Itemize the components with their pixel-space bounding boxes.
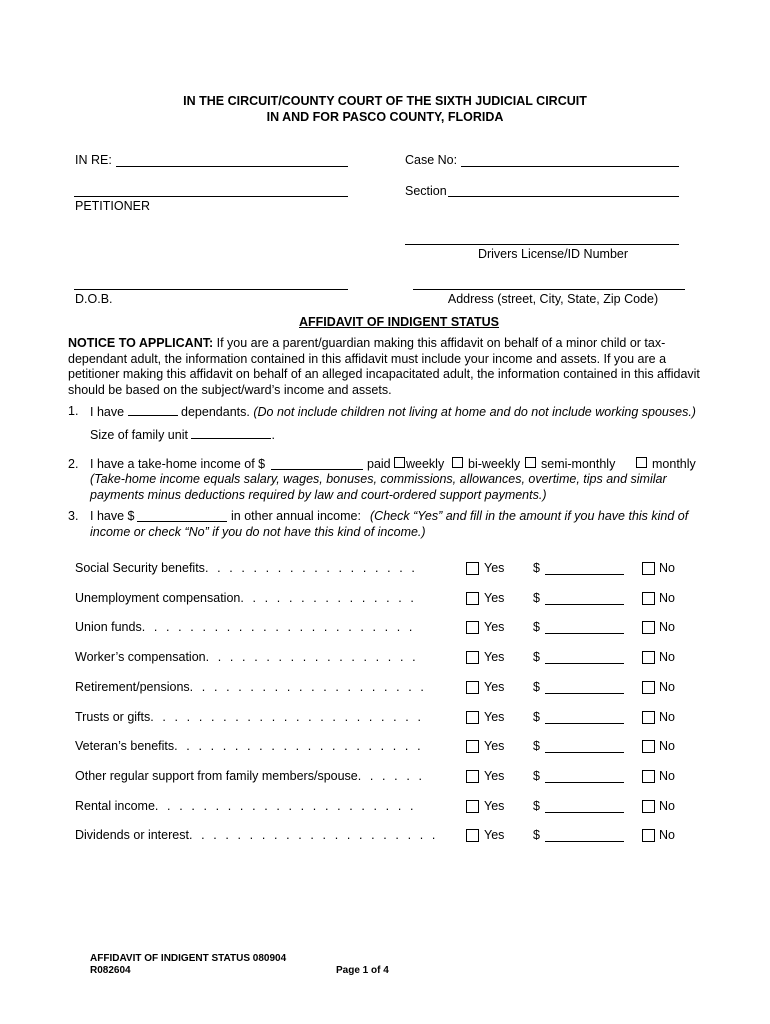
in-re-label: IN RE:	[75, 153, 112, 167]
income-type: Trusts or gifts	[75, 710, 151, 724]
no-label: No	[659, 591, 675, 605]
drivers-license-label: Drivers License/ID Number	[477, 247, 629, 261]
item1-post: dependants.	[181, 405, 250, 419]
item2-pre: I have a take-home income of $	[90, 457, 266, 471]
footer-form-code: R082604	[90, 965, 131, 976]
dollar-sign: $	[533, 769, 540, 783]
amount-field[interactable]	[545, 841, 624, 842]
monthly-checkbox[interactable]	[636, 457, 647, 468]
leader-dots: . . . . . .	[357, 769, 425, 783]
family-unit-line	[90, 427, 275, 442]
income-type: Retirement/pensions	[75, 680, 190, 694]
income-row-label	[75, 650, 418, 664]
no-checkbox[interactable]	[642, 592, 655, 605]
income-type: Social Security benefits	[75, 561, 205, 575]
item2-paid: paid	[367, 457, 391, 471]
notice-label: NOTICE TO APPLICANT:	[68, 336, 214, 350]
no-label: No	[659, 710, 675, 724]
petitioner-label: PETITIONER	[75, 199, 151, 213]
bi-weekly-label: bi-weekly	[468, 457, 521, 471]
income-row-label	[75, 591, 417, 605]
no-checkbox[interactable]	[642, 740, 655, 753]
address-label: Address (street, City, State, Zip Code)	[447, 292, 659, 306]
no-checkbox[interactable]	[642, 651, 655, 664]
leader-dots: . . . . . . . . . . . . . . . . . . . . .	[188, 828, 438, 842]
item1-pre: I have	[90, 405, 125, 419]
yes-checkbox[interactable]	[466, 711, 479, 724]
weekly-checkbox[interactable]	[394, 457, 405, 468]
leader-dots: . . . . . . . . . . . . . . . . . . . . . .	[154, 799, 417, 813]
no-label: No	[659, 739, 675, 753]
yes-checkbox[interactable]	[466, 621, 479, 634]
no-checkbox[interactable]	[642, 800, 655, 813]
item1-number: 1.	[68, 404, 79, 418]
leader-dots: . . . . . . . . . . . . . . . . . .	[205, 650, 419, 664]
semi-monthly-checkbox[interactable]	[525, 457, 536, 468]
take-home-income-field[interactable]	[271, 469, 363, 470]
weekly-label: weekly	[406, 457, 445, 471]
yes-checkbox[interactable]	[466, 562, 479, 575]
semi-monthly-label: semi-monthly	[541, 457, 616, 471]
petitioner-name-field[interactable]	[74, 196, 348, 197]
family-unit-period: .	[271, 428, 275, 442]
no-label: No	[659, 650, 675, 664]
amount-field[interactable]	[545, 663, 624, 664]
section-label: Section	[405, 184, 447, 198]
income-row-label	[75, 680, 427, 694]
leader-dots: . . . . . . . . . . . . . . . . . . . . .	[174, 739, 424, 753]
amount-field[interactable]	[545, 574, 624, 575]
notice-text: If you are a parent/guardian making this affidavit on behalf of a minor child or tax-dependant adult, the information contained in this affidavit must include your income and assets. If you are a petitioner making this affidavit on behalf of an alleged incapacitated adult, the information contained in this affidavit should be based on the subject/ward’s income and assets.	[68, 336, 700, 397]
leader-dots: . . . . . . . . . . . . . . . . . . . . . . .	[141, 620, 415, 634]
affidavit-title: AFFIDAVIT OF INDIGENT STATUS	[299, 315, 499, 329]
yes-checkbox[interactable]	[466, 800, 479, 813]
yes-checkbox[interactable]	[466, 592, 479, 605]
footer-page-number: Page 1 of 4	[336, 965, 389, 976]
yes-checkbox[interactable]	[466, 829, 479, 842]
no-checkbox[interactable]	[642, 711, 655, 724]
family-unit-label: Size of family unit	[90, 428, 188, 442]
amount-field[interactable]	[545, 782, 624, 783]
income-row-label	[75, 828, 438, 842]
court-header-line1: IN THE CIRCUIT/COUNTY COURT OF THE SIXTH JUDICIAL CIRCUIT	[183, 94, 587, 108]
item2-note: (Take-home income equals salary, wages, bonuses, commissions, allowances, overtime, tips and similar payments minus deductions required by law and court-ordered support payments.)	[90, 472, 667, 502]
income-type: Other regular support from family members/spouse	[75, 769, 358, 783]
leader-dots: . . . . . . . . . . . . . . . . . . . .	[189, 680, 427, 694]
leader-dots: . . . . . . . . . . . . . . . . . . . . . . .	[150, 710, 424, 724]
no-label: No	[659, 828, 675, 842]
dependants-count-field[interactable]	[128, 404, 178, 416]
yes-label: Yes	[484, 828, 505, 842]
yes-label: Yes	[484, 561, 505, 575]
dollar-sign: $	[533, 680, 540, 694]
no-checkbox[interactable]	[642, 770, 655, 783]
item1-note: (Do not include children not living at home and do not include working spouses.)	[253, 405, 696, 419]
yes-label: Yes	[484, 591, 505, 605]
no-label: No	[659, 769, 675, 783]
amount-field[interactable]	[545, 752, 624, 753]
no-checkbox[interactable]	[642, 829, 655, 842]
leader-dots: . . . . . . . . . . . . . . . . . .	[204, 561, 418, 575]
yes-label: Yes	[484, 739, 505, 753]
dollar-sign: $	[533, 591, 540, 605]
income-row-label	[75, 769, 425, 783]
in-re-field[interactable]	[116, 166, 348, 167]
no-checkbox[interactable]	[642, 681, 655, 694]
income-type: Dividends or interest	[75, 828, 189, 842]
dollar-sign: $	[533, 739, 540, 753]
no-checkbox[interactable]	[642, 621, 655, 634]
yes-label: Yes	[484, 799, 505, 813]
family-unit-field[interactable]	[191, 427, 271, 439]
income-row-label	[75, 739, 423, 753]
address-field[interactable]	[413, 289, 685, 290]
item1-line	[90, 404, 696, 419]
amount-field[interactable]	[545, 604, 624, 605]
monthly-label: monthly	[652, 457, 696, 471]
income-row-label	[75, 799, 416, 813]
yes-label: Yes	[484, 620, 505, 634]
case-no-field[interactable]	[461, 166, 679, 167]
item3-pre: I have $	[90, 509, 135, 523]
yes-label: Yes	[484, 680, 505, 694]
amount-field[interactable]	[545, 693, 624, 694]
yes-checkbox[interactable]	[466, 740, 479, 753]
income-row-label	[75, 620, 415, 634]
no-label: No	[659, 799, 675, 813]
dollar-sign: $	[533, 561, 540, 575]
footer-form-title: AFFIDAVIT OF INDIGENT STATUS 080904	[90, 953, 287, 964]
yes-checkbox[interactable]	[466, 770, 479, 783]
income-row-label	[75, 710, 424, 724]
income-type: Veteran’s benefits	[75, 739, 175, 753]
dollar-sign: $	[533, 710, 540, 724]
amount-field[interactable]	[545, 812, 624, 813]
no-label: No	[659, 561, 675, 575]
item2-number: 2.	[68, 457, 79, 471]
dob-label: D.O.B.	[75, 292, 113, 306]
yes-label: Yes	[484, 650, 505, 664]
dollar-sign: $	[533, 650, 540, 664]
income-type: Worker’s compensation	[75, 650, 206, 664]
item3-number: 3.	[68, 509, 79, 523]
court-header-line2: IN AND FOR PASCO COUNTY, FLORIDA	[266, 110, 504, 124]
dollar-sign: $	[533, 620, 540, 634]
yes-checkbox[interactable]	[466, 681, 479, 694]
section-field[interactable]	[448, 196, 679, 197]
dollar-sign: $	[533, 828, 540, 842]
dob-field[interactable]	[74, 289, 348, 290]
notice-paragraph	[68, 336, 713, 398]
bi-weekly-checkbox[interactable]	[452, 457, 463, 468]
no-checkbox[interactable]	[642, 562, 655, 575]
yes-checkbox[interactable]	[466, 651, 479, 664]
leader-dots: . . . . . . . . . . . . . . .	[240, 591, 417, 605]
income-type: Rental income	[75, 799, 155, 813]
drivers-license-field[interactable]	[405, 244, 679, 245]
yes-label: Yes	[484, 769, 505, 783]
income-type: Unemployment compensation	[75, 591, 241, 605]
income-type: Union funds	[75, 620, 142, 634]
no-label: No	[659, 680, 675, 694]
yes-label: Yes	[484, 710, 505, 724]
case-no-label: Case No:	[405, 153, 458, 167]
item3-note: (Check “Yes” and fill in the amount if you have this kind of income or check “No” if you do not have this kind of income.)	[90, 509, 689, 539]
no-label: No	[659, 620, 675, 634]
amount-field[interactable]	[545, 723, 624, 724]
income-row-label	[75, 561, 418, 575]
dollar-sign: $	[533, 799, 540, 813]
amount-field[interactable]	[545, 633, 624, 634]
item3-post: in other annual income:	[231, 509, 361, 523]
